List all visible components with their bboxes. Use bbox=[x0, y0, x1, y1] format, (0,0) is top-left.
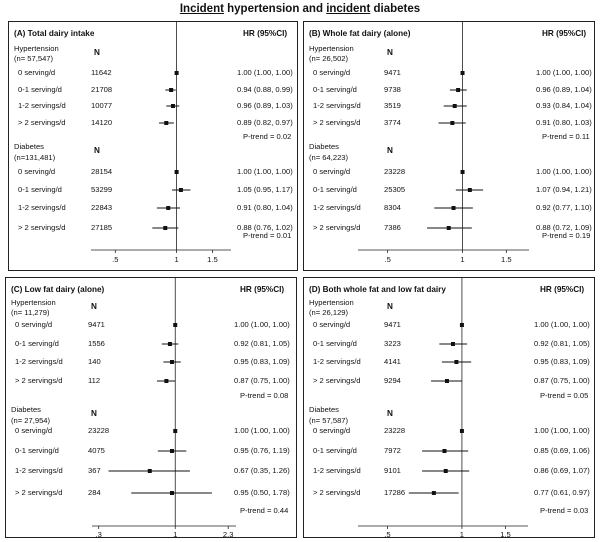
row-label: 0-1 serving/d bbox=[313, 446, 357, 455]
x-tick-label: 1.5 bbox=[501, 255, 512, 264]
panel-d bbox=[303, 277, 595, 538]
title-incident-1: Incident bbox=[179, 3, 224, 15]
row-label: > 2 servings/d bbox=[15, 376, 63, 385]
hr-point bbox=[450, 121, 454, 125]
group-n-total: (n= 27,954) bbox=[11, 416, 51, 425]
panel-title: (A) Total dairy intake bbox=[14, 29, 95, 38]
hr-point bbox=[170, 491, 174, 495]
row-hr-ci: 1.00 (1.00, 1.00) bbox=[234, 320, 290, 329]
group-name: Hypertension bbox=[11, 298, 56, 307]
row-hr-ci: 1.00 (1.00, 1.00) bbox=[536, 167, 592, 176]
row-hr-ci: 1.00 (1.00, 1.00) bbox=[237, 68, 293, 77]
row-n: 9471 bbox=[88, 320, 105, 329]
x-tick-label: 1.5 bbox=[500, 530, 511, 539]
hr-point bbox=[432, 491, 436, 495]
title-end: diabetes bbox=[370, 3, 421, 15]
row-n: 25305 bbox=[384, 185, 406, 194]
row-label: 0 serving/d bbox=[313, 426, 351, 435]
row-n: 4075 bbox=[88, 446, 105, 455]
hr-point bbox=[171, 104, 175, 108]
row-n: 7386 bbox=[384, 223, 401, 232]
hr-point bbox=[452, 206, 456, 210]
x-tick-label: 1 bbox=[460, 255, 465, 264]
row-hr-ci: 0.85 (0.69, 1.06) bbox=[534, 446, 590, 455]
hr-point bbox=[173, 429, 177, 433]
hr-point bbox=[164, 379, 168, 383]
row-label: 0-1 serving/d bbox=[313, 185, 357, 194]
row-n: 9294 bbox=[384, 376, 401, 385]
row-hr-ci: 0.88 (0.76, 1.02) bbox=[237, 223, 293, 232]
hr-header: HR (95%CI) bbox=[243, 29, 288, 38]
hr-header: HR (95%CI) bbox=[542, 29, 587, 38]
n-header: N bbox=[94, 146, 100, 155]
row-n: 284 bbox=[88, 488, 101, 497]
row-hr-ci: 1.00 (1.00, 1.00) bbox=[534, 426, 590, 435]
row-label: 0 serving/d bbox=[15, 320, 53, 329]
row-hr-ci: 1.05 (0.95, 1.17) bbox=[237, 185, 293, 194]
row-hr-ci: 0.92 (0.81, 1.05) bbox=[234, 339, 290, 348]
hr-header: HR (95%CI) bbox=[540, 285, 585, 294]
row-hr-ci: 0.87 (0.75, 1.00) bbox=[234, 376, 290, 385]
hr-point bbox=[163, 226, 167, 230]
row-label: > 2 servings/d bbox=[313, 376, 361, 385]
row-n: 27185 bbox=[91, 223, 113, 232]
row-n: 21708 bbox=[91, 85, 113, 94]
n-header: N bbox=[387, 302, 393, 311]
row-n: 23228 bbox=[88, 426, 110, 435]
row-n: 367 bbox=[88, 466, 101, 475]
group-name: Hypertension bbox=[14, 44, 59, 53]
group-name: Diabetes bbox=[14, 142, 44, 151]
hr-header: HR (95%CI) bbox=[240, 285, 285, 294]
row-label: > 2 servings/d bbox=[313, 118, 361, 127]
row-n: 10077 bbox=[91, 101, 113, 110]
hr-point bbox=[175, 170, 179, 174]
row-n: 140 bbox=[88, 357, 101, 366]
n-header: N bbox=[91, 302, 97, 311]
row-label: 0 serving/d bbox=[18, 68, 56, 77]
row-hr-ci: 0.67 (0.35, 1.26) bbox=[234, 466, 290, 475]
row-label: 0-1 serving/d bbox=[18, 185, 62, 194]
hr-point bbox=[461, 170, 465, 174]
row-hr-ci: 0.96 (0.89, 1.03) bbox=[237, 101, 293, 110]
x-tick-label: .5 bbox=[112, 255, 119, 264]
hr-point bbox=[453, 104, 457, 108]
x-tick-label: .5 bbox=[384, 530, 391, 539]
group-name: Diabetes bbox=[309, 405, 339, 414]
row-label: 0-1 serving/d bbox=[15, 446, 59, 455]
row-n: 9738 bbox=[384, 85, 401, 94]
row-n: 28154 bbox=[91, 167, 113, 176]
n-header: N bbox=[91, 409, 97, 418]
hr-point bbox=[168, 342, 172, 346]
group-n-total: (n= 57,587) bbox=[309, 416, 349, 425]
row-n: 9101 bbox=[384, 466, 401, 475]
hr-point bbox=[166, 206, 170, 210]
hr-point bbox=[445, 379, 449, 383]
row-n: 9471 bbox=[384, 320, 401, 329]
row-label: 0 serving/d bbox=[313, 68, 351, 77]
row-hr-ci: 0.95 (0.83, 1.09) bbox=[234, 357, 290, 366]
group-n-total: (n=131,481) bbox=[14, 153, 56, 162]
row-hr-ci: 0.92 (0.81, 1.05) bbox=[534, 339, 590, 348]
row-label: 0 serving/d bbox=[15, 426, 53, 435]
row-hr-ci: 1.00 (1.00, 1.00) bbox=[237, 167, 293, 176]
panel-title: (D) Both whole fat and low fat dairy bbox=[309, 285, 446, 294]
row-hr-ci: 0.86 (0.69, 1.07) bbox=[534, 466, 590, 475]
row-label: 0-1 serving/d bbox=[18, 85, 62, 94]
row-n: 3774 bbox=[384, 118, 401, 127]
group-n-total: (n= 26,502) bbox=[309, 54, 349, 63]
row-hr-ci: 0.77 (0.61, 0.97) bbox=[534, 488, 590, 497]
group-n-total: (n= 26,129) bbox=[309, 308, 349, 317]
group-name: Hypertension bbox=[309, 298, 354, 307]
x-tick-label: 1 bbox=[459, 530, 465, 539]
hr-point bbox=[170, 449, 174, 453]
p-trend: P-trend = 0.05 bbox=[540, 391, 589, 400]
row-label: > 2 servings/d bbox=[313, 223, 361, 232]
hr-point bbox=[164, 121, 168, 125]
p-trend: P-trend = 0.03 bbox=[540, 506, 589, 515]
p-trend: P-trend = 0.08 bbox=[240, 391, 289, 400]
group-n-total: (n= 11,279) bbox=[11, 308, 50, 317]
x-tick-label: 2.3 bbox=[222, 530, 234, 539]
row-n: 23228 bbox=[384, 167, 406, 176]
row-label: 0 serving/d bbox=[313, 320, 351, 329]
row-label: > 2 servings/d bbox=[15, 488, 63, 497]
x-tick-label: 1 bbox=[174, 255, 179, 264]
n-header: N bbox=[94, 48, 100, 57]
row-label: 1-2 servings/d bbox=[313, 357, 361, 366]
x-tick-label: .5 bbox=[384, 255, 391, 264]
hr-point bbox=[468, 188, 472, 192]
row-hr-ci: 0.93 (0.84, 1.04) bbox=[536, 101, 592, 110]
p-trend: P-trend = 0.01 bbox=[243, 231, 292, 240]
panel-b bbox=[303, 21, 595, 271]
row-hr-ci: 0.92 (0.77, 1.10) bbox=[536, 203, 592, 212]
row-hr-ci: 0.89 (0.82, 0.97) bbox=[237, 118, 293, 127]
row-n: 1556 bbox=[88, 339, 105, 348]
hr-point bbox=[148, 469, 152, 473]
hr-point bbox=[170, 360, 174, 364]
row-label: 0 serving/d bbox=[313, 167, 351, 176]
p-trend: P-trend = 0.11 bbox=[542, 132, 590, 141]
panel-title: (C) Low fat dairy (alone) bbox=[11, 285, 105, 294]
row-n: 7972 bbox=[384, 446, 401, 455]
row-n: 9471 bbox=[384, 68, 401, 77]
hr-point bbox=[460, 429, 464, 433]
row-hr-ci: 0.91 (0.80, 1.03) bbox=[536, 118, 592, 127]
n-header: N bbox=[387, 48, 393, 57]
row-n: 4141 bbox=[384, 357, 401, 366]
row-hr-ci: 0.95 (0.76, 1.19) bbox=[234, 446, 290, 455]
row-label: 0-1 serving/d bbox=[313, 339, 357, 348]
group-name: Hypertension bbox=[309, 44, 354, 53]
hr-point bbox=[447, 226, 451, 230]
p-trend: P-trend = 0.19 bbox=[542, 231, 591, 240]
hr-point bbox=[454, 360, 458, 364]
row-n: 17286 bbox=[384, 488, 406, 497]
row-label: 1-2 servings/d bbox=[15, 357, 63, 366]
row-n: 53299 bbox=[91, 185, 113, 194]
group-n-total: (n= 64,223) bbox=[309, 153, 349, 162]
row-hr-ci: 0.87 (0.75, 1.00) bbox=[534, 376, 590, 385]
row-n: 112 bbox=[88, 376, 101, 385]
figure-title bbox=[0, 3, 600, 15]
x-tick-label: 1.5 bbox=[207, 255, 218, 264]
hr-point bbox=[456, 88, 460, 92]
row-n: 3223 bbox=[384, 339, 401, 348]
row-label: 0-1 serving/d bbox=[15, 339, 59, 348]
row-label: 1-2 servings/d bbox=[313, 203, 361, 212]
row-n: 11642 bbox=[91, 68, 112, 77]
row-hr-ci: 1.00 (1.00, 1.00) bbox=[536, 68, 592, 77]
hr-point bbox=[442, 449, 446, 453]
group-n-total: (n= 57,547) bbox=[14, 54, 54, 63]
hr-point bbox=[173, 323, 177, 327]
row-label: 0-1 serving/d bbox=[313, 85, 357, 94]
panel-c bbox=[5, 277, 297, 538]
row-label: 0 serving/d bbox=[18, 167, 56, 176]
row-hr-ci: 0.88 (0.72, 1.09) bbox=[536, 223, 592, 232]
row-n: 8304 bbox=[384, 203, 401, 212]
row-n: 14120 bbox=[91, 118, 113, 127]
x-tick-label: 1 bbox=[173, 530, 178, 539]
row-label: > 2 servings/d bbox=[18, 118, 66, 127]
row-hr-ci: 0.96 (0.89, 1.04) bbox=[536, 85, 592, 94]
row-n: 22843 bbox=[91, 203, 113, 212]
title-middle: hypertension and bbox=[223, 3, 327, 15]
row-hr-ci: 0.95 (0.50, 1.78) bbox=[234, 488, 290, 497]
row-hr-ci: 0.94 (0.88, 0.99) bbox=[237, 85, 293, 94]
row-hr-ci: 1.00 (1.00, 1.00) bbox=[234, 426, 290, 435]
row-label: 1-2 servings/d bbox=[18, 101, 66, 110]
row-label: 1-2 servings/d bbox=[18, 203, 66, 212]
row-hr-ci: 1.07 (0.94, 1.21) bbox=[536, 185, 592, 194]
group-name: Diabetes bbox=[11, 405, 41, 414]
hr-point bbox=[461, 71, 465, 75]
row-n: 3519 bbox=[384, 101, 401, 110]
hr-point bbox=[169, 88, 173, 92]
row-hr-ci: 0.95 (0.83, 1.09) bbox=[534, 357, 590, 366]
row-label: 1-2 servings/d bbox=[15, 466, 63, 475]
hr-point bbox=[460, 323, 464, 327]
row-n: 23228 bbox=[384, 426, 406, 435]
group-name: Diabetes bbox=[309, 142, 339, 151]
row-label: > 2 servings/d bbox=[313, 488, 361, 497]
p-trend: P-trend = 0.02 bbox=[243, 132, 292, 141]
n-header: N bbox=[387, 409, 393, 418]
x-tick-label: .3 bbox=[95, 530, 102, 539]
row-label: 1-2 servings/d bbox=[313, 466, 361, 475]
n-header: N bbox=[387, 146, 393, 155]
row-hr-ci: 1.00 (1.00, 1.00) bbox=[534, 320, 590, 329]
row-label: > 2 servings/d bbox=[18, 223, 66, 232]
panel-a bbox=[8, 21, 298, 271]
hr-point bbox=[444, 469, 448, 473]
hr-point bbox=[179, 188, 183, 192]
title-incident-2: incident bbox=[326, 3, 371, 15]
panel-title: (B) Whole fat dairy (alone) bbox=[309, 29, 411, 38]
hr-point bbox=[451, 342, 455, 346]
hr-point bbox=[175, 71, 179, 75]
p-trend: P-trend = 0.44 bbox=[240, 506, 289, 515]
row-hr-ci: 0.91 (0.80, 1.04) bbox=[237, 203, 293, 212]
row-label: 1-2 servings/d bbox=[313, 101, 361, 110]
